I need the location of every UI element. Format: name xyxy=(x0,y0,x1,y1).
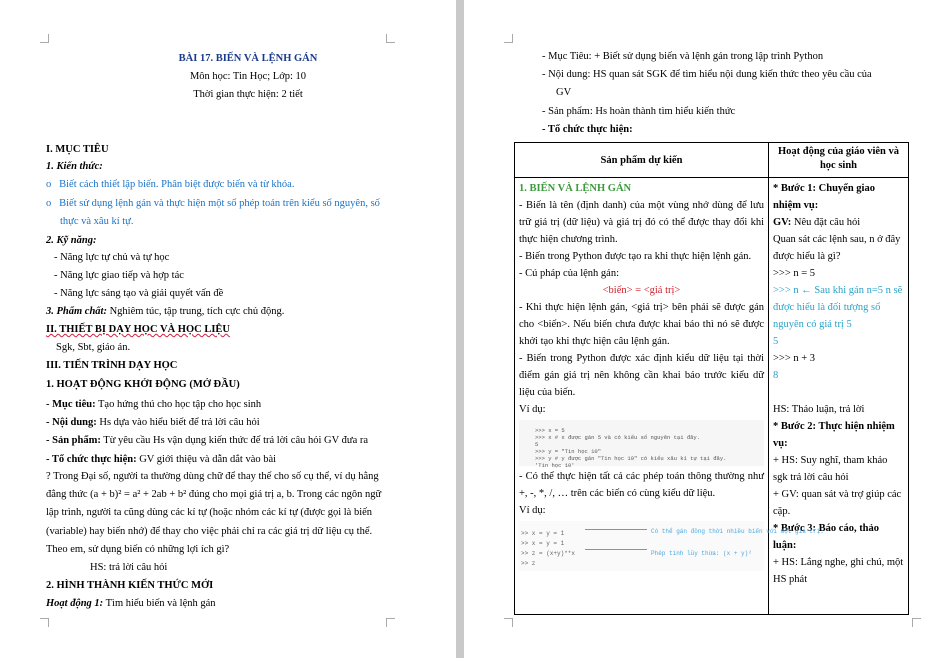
content-line-continued: GV xyxy=(556,87,572,98)
bullet-item-continued: thực và xâu kí tự. xyxy=(60,216,134,227)
activity-line: Hoạt động 1: Tìm hiểu biến và lệnh gán xyxy=(46,598,216,609)
cell-heading: 1. BIẾN VÀ LỆNH GÁN xyxy=(519,183,632,194)
margin-marker xyxy=(40,618,49,627)
content-line: - Nội dung: HS quan sát SGK để tìm hiểu nội dung kiến thức theo yêu cầu của xyxy=(542,69,872,80)
step-heading: * Bước 3: Báo cáo, thảo luận: xyxy=(773,523,880,551)
table-header-row xyxy=(515,143,909,178)
bullet-item: o Biết cách thiết lập biến. Phân biệt được biến và từ khóa. xyxy=(46,179,295,190)
paragraph-line: Theo em, sử dụng biến có những lợi ích gì? xyxy=(46,544,230,555)
cell-line: >>> n = 5 xyxy=(773,268,816,279)
code-line: >> x = y = 1 xyxy=(521,540,565,547)
margin-marker xyxy=(40,34,49,43)
annotation-arrow xyxy=(585,549,647,550)
bullet-item: o Biết sử dụng lệnh gán và thực hiện một số phép toán trên kiểu số nguyên, số xyxy=(46,198,380,209)
annotation-note: Có thể gán đồng thời nhiều biến với một giá trị. xyxy=(651,528,824,535)
cell-paragraph: - Biến trong Python được tạo ra khi thực hiện lệnh gán. xyxy=(519,251,752,262)
cell-paragraph: - Biến là tên (định danh) của một vùng nhớ dùng để lưu trữ giá trị (dữ liệu) và giá trị đó có thể được thay đổi khi thực hiện chương trình. xyxy=(519,200,764,245)
subsection-heading: 2. Kỹ năng: xyxy=(46,235,97,246)
cell-line: >>> n ← Sau khi gán n=5 n sẽ được hiểu là đối tượng số nguyên có giá trị 5 xyxy=(773,285,903,330)
margin-marker xyxy=(912,618,921,627)
subject-line: Môn học: Tin Học; Lớp: 10 xyxy=(189,71,307,82)
code-line: >>> y = "Tin học 10" xyxy=(535,448,602,455)
syntax-line: <biến> = <giá trị> xyxy=(602,285,681,296)
document-page-2 xyxy=(464,0,942,658)
student-answer: HS: trả lời câu hỏi xyxy=(90,562,168,573)
table-header-cell: Hoạt động của giáo viên và học sinh xyxy=(769,143,909,178)
code-line: >> z xyxy=(521,560,536,567)
goal-line: - Mục tiêu: Tạo hứng thú cho học tập cho học sinh xyxy=(46,399,262,410)
cell-paragraph: - Cú pháp của lệnh gán: xyxy=(519,268,620,279)
list-item: - Năng lực sáng tạo và giải quyết vấn đề xyxy=(54,288,224,299)
margin-marker xyxy=(504,618,513,627)
activity-heading: 1. HOẠT ĐỘNG KHỞI ĐỘNG (MỞ ĐẦU) xyxy=(46,379,240,390)
step-heading: * Bước 2: Thực hiện nhiệm vụ: xyxy=(773,421,895,449)
product-line: - Sản phẩm: Hs hoàn thành tìm hiểu kiến thức xyxy=(542,106,736,117)
content-line: - Nội dung: Hs dựa vào hiểu biết để trả lời câu hỏi xyxy=(46,417,260,428)
code-example-1 xyxy=(519,420,764,469)
paragraph-line: lập trình, người ta cũng dùng các kí tự (hoặc nhóm các kí tự (được gọi là biến xyxy=(46,507,373,518)
paragraph-line: (variable) hay biến nhớ) để thay cho việc phải chỉ ra các giá trị dữ liệu cụ thể. xyxy=(46,526,373,537)
goal-line: - Mục Tiêu: + Biết sử dụng biến và lệnh gán trong lập trình Python xyxy=(542,51,824,62)
product-line: - Sản phẩm: Từ yêu cầu Hs vận dụng kiến thức để trả lời câu hỏi GV đưa ra xyxy=(46,435,369,446)
cell-paragraph: - Khi thực hiện lệnh gán, <giá trị> bên phải sẽ được gán cho <biến>. Nếu biến chưa được khai báo thì nó sẽ được khởi tạo khi thực hiện câu lệnh gán. xyxy=(519,302,764,347)
cell-line: + HS: Suy nghĩ, tham khảo sgk trả lời câu hỏi xyxy=(773,455,888,483)
section-heading: III. TIẾN TRÌNH DẠY HỌC xyxy=(46,360,178,371)
code-line: 'Tin học 10' xyxy=(535,462,575,469)
annotation-note: Phép tính lũy thừa: (x + y)² xyxy=(651,550,752,557)
cell-line: + HS: Lắng nghe, ghi chú, một HS phát xyxy=(773,557,904,585)
cell-line: >>> n + 3 xyxy=(773,353,816,364)
table-header-cell: Sản phẩm dự kiến xyxy=(515,143,769,178)
margin-marker xyxy=(386,34,395,43)
cell-paragraph: - Biến trong Python được xác định kiểu dữ liệu tại thời điểm gán giá trị nên không cần khai báo trước kiểu dữ liệu của biến. xyxy=(519,353,764,398)
cell-line: HS: Thảo luận, trả lời xyxy=(773,404,865,415)
subsection-heading: 1. Kiến thức: xyxy=(46,161,103,172)
code-line: 5 xyxy=(535,441,539,448)
table-cell-right xyxy=(769,178,909,615)
cell-line: GV: Nêu đặt câu hỏi xyxy=(773,217,861,228)
lesson-table xyxy=(514,142,909,615)
list-item: - Năng lực giao tiếp và hợp tác xyxy=(54,270,184,281)
activity-heading: 2. HÌNH THÀNH KIẾN THỨC MỚI xyxy=(46,580,214,591)
table-row xyxy=(515,178,909,615)
list-item: - Năng lực tự chủ và tự học xyxy=(54,252,170,263)
section-heading: II. THIẾT BỊ DẠY HỌC VÀ HỌC LIỆU xyxy=(46,324,230,335)
cell-line: 5 xyxy=(773,336,779,347)
cell-line: 8 xyxy=(773,370,779,381)
section-heading: I. MỤC TIÊU xyxy=(46,144,109,155)
code-line: >>> x = 5 xyxy=(535,427,565,434)
code-line: >>> y # y được gán "Tin học 10" có kiểu xâu kí tự tại đây. xyxy=(535,455,727,462)
document-page-1 xyxy=(0,0,456,658)
example-label: Ví dụ: xyxy=(519,505,546,516)
cell-line: Quan sát các lệnh sau, n ở đây được hiểu là gì? xyxy=(773,234,901,262)
spacer xyxy=(773,384,904,401)
margin-marker xyxy=(504,34,513,43)
annotation-arrow xyxy=(585,529,647,530)
lesson-title: BÀI 17. BIẾN VÀ LỆNH GÁN xyxy=(178,53,318,64)
duration-line: Thời gian thực hiện: 2 tiết xyxy=(193,89,303,100)
organization-line: - Tổ chức thực hiện: GV giới thiệu và dẫn dắt vào bài xyxy=(46,454,277,465)
code-line: >>> x # x được gán 5 và có kiểu số nguyên tại đây. xyxy=(535,434,701,441)
organization-line: - Tổ chức thực hiện: xyxy=(542,124,633,135)
equipment-line: Sgk, Sbt, giáo án. xyxy=(56,342,131,353)
code-example-2 xyxy=(519,521,824,571)
margin-marker xyxy=(386,618,395,627)
cell-line: + GV: quan sát và trợ giúp các cặp. xyxy=(773,489,902,517)
code-line: >> z = (x+y)**x xyxy=(521,550,576,557)
code-line: >> x = y = 1 xyxy=(521,530,565,537)
cell-paragraph: - Có thể thực hiện tất cả các phép toán thông thường như +, -, *, /, … trên các biến có cùng kiểu dữ liệu. xyxy=(519,471,764,499)
paragraph-line: ? Trong Đại số, người ta thường dùng chữ để thay thế cho số cụ thể, ví dụ hằng xyxy=(46,471,379,482)
quality-line: 3. Phẩm chất: Nghiêm túc, tập trung, tích cực chủ động. xyxy=(46,306,285,317)
example-label: Ví dụ: xyxy=(519,404,546,415)
paragraph-line: đẳng thức (a + b)² = a² + 2ab + b² đúng cho mọi giá trị a, b. Trong các ngôn ngữ xyxy=(46,489,382,500)
step-heading: * Bước 1: Chuyển giao nhiệm vụ: xyxy=(773,183,875,211)
